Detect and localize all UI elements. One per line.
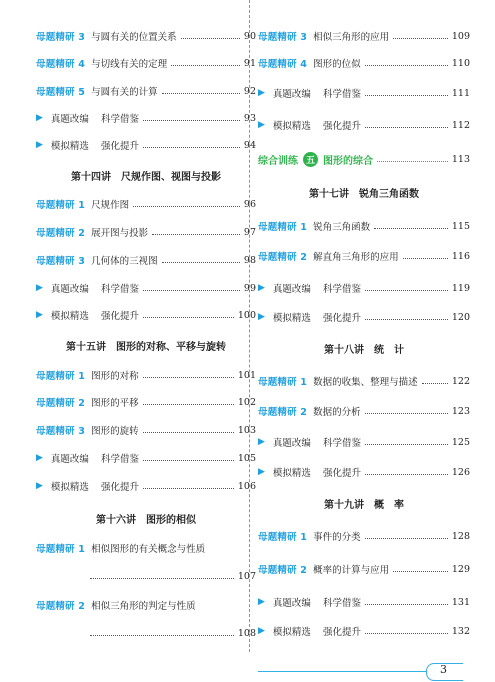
entry-title: 模拟精选 [272, 121, 311, 132]
page-ref: 91 [243, 57, 256, 69]
dot-leader [143, 377, 234, 378]
entry-title: 模拟精选 [272, 468, 311, 479]
entry-subtitle: 科学借鉴 [322, 598, 361, 609]
arrow-right-icon: ▶ [258, 283, 265, 293]
dot-leader [90, 578, 234, 579]
entry-title: 真题改编 [50, 114, 89, 125]
entry-title: 图形的平移 [91, 398, 139, 409]
comprehensive-training-row[interactable] [258, 150, 470, 168]
toc-entry[interactable] [36, 137, 256, 153]
page-ref: 110 [451, 57, 470, 69]
page-ref: 131 [451, 596, 470, 608]
column-divider [249, 0, 250, 652]
page-ref: 90 [243, 30, 256, 42]
entry-title: 真题改编 [272, 438, 311, 449]
dot-leader [365, 474, 448, 475]
dot-leader [143, 432, 234, 433]
toc-entry[interactable] [36, 367, 256, 383]
bottom-rule [258, 671, 426, 672]
lesson-tag: 母题精研 4 [258, 59, 308, 70]
toc-entry[interactable] [258, 309, 470, 325]
dot-leader [365, 413, 448, 414]
page-ref: 112 [451, 119, 470, 131]
toc-continuation-row[interactable] [36, 625, 256, 641]
section-heading: 第十七讲 锐角三角函数 [309, 189, 419, 200]
entry-title: 事件的分类 [313, 532, 361, 543]
entry-title: 展开图与投影 [91, 228, 149, 239]
entry-title: 图形的位似 [313, 59, 361, 70]
entry-title: 模拟精选 [272, 627, 311, 638]
toc-entry[interactable] [36, 307, 256, 323]
toc-entry[interactable] [258, 403, 470, 419]
arrow-right-icon: ▶ [36, 140, 43, 150]
dot-leader [374, 228, 448, 229]
dot-leader [365, 319, 448, 320]
dot-leader [365, 633, 448, 634]
toc-entry[interactable] [258, 28, 470, 44]
page-number: 3 [440, 663, 447, 676]
toc-entry[interactable] [36, 110, 256, 126]
entry-subtitle: 强化提升 [100, 482, 139, 493]
dot-leader [422, 383, 448, 384]
dot-leader [403, 258, 448, 259]
entry-title: 与圆有关的位置关系 [91, 32, 177, 43]
entry-title: 数据的收集、整理与描述 [313, 377, 418, 388]
page-ref: 113 [451, 153, 470, 165]
page-ref: 123 [451, 405, 470, 417]
page-ref: 92 [243, 85, 256, 97]
arrow-right-icon: ▶ [258, 626, 265, 636]
toc-entry[interactable] [36, 450, 256, 466]
dot-leader [365, 95, 448, 96]
toc-entry[interactable] [36, 280, 256, 296]
toc-entry[interactable] [36, 478, 256, 494]
page-ref: 100 [237, 309, 256, 321]
page-ref: 132 [451, 625, 470, 637]
lesson-tag: 母题精研 1 [258, 222, 308, 233]
toc-entry[interactable] [36, 540, 256, 556]
entry-subtitle: 强化提升 [322, 313, 361, 324]
toc-continuation-row[interactable] [36, 568, 256, 584]
entry-title: 数据的分析 [313, 407, 361, 418]
entry-subtitle: 科学借鉴 [322, 438, 361, 449]
entry-subtitle: 强化提升 [100, 311, 139, 322]
page-ref: 122 [451, 375, 470, 387]
dot-leader [365, 538, 448, 539]
arrow-right-icon: ▶ [258, 312, 265, 322]
entry-title: 图形的旋转 [91, 426, 139, 437]
dot-leader [393, 38, 448, 39]
page-ref: 107 [237, 570, 256, 582]
entry-subtitle: 科学借鉴 [100, 454, 139, 465]
entry-title: 真题改编 [50, 284, 89, 295]
section-heading: 第十九讲 概 率 [324, 500, 404, 511]
section-heading: 第十四讲 尺规作图、视图与投影 [71, 172, 221, 183]
entry-subtitle: 强化提升 [322, 468, 361, 479]
entry-title: 解直角三角形的应用 [313, 252, 399, 263]
entry-subtitle: 科学借鉴 [322, 89, 361, 100]
dot-leader [162, 262, 240, 263]
page-ref: 120 [451, 311, 470, 323]
toc-entry[interactable] [36, 422, 256, 438]
lesson-tag: 母题精研 1 [258, 532, 308, 543]
arrow-right-icon: ▶ [36, 283, 43, 293]
dot-leader [162, 93, 240, 94]
lesson-tag: 母题精研 3 [258, 32, 308, 43]
page-ref: 115 [451, 220, 470, 232]
dot-leader [171, 65, 240, 66]
entry-title: 模拟精选 [50, 482, 89, 493]
toc-entry[interactable] [258, 594, 470, 610]
entry-title: 锐角三角函数 [313, 222, 371, 233]
lesson-tag: 母题精研 3 [36, 426, 86, 437]
entry-subtitle: 强化提升 [322, 627, 361, 638]
dot-leader [365, 127, 448, 128]
entry-title: 概率的计算与应用 [313, 565, 390, 576]
entry-subtitle: 科学借鉴 [100, 114, 139, 125]
dot-leader [143, 317, 234, 318]
toc-entry[interactable] [36, 28, 256, 44]
dot-leader [152, 234, 240, 235]
toc-entry[interactable] [36, 252, 256, 268]
lesson-tag: 母题精研 2 [36, 601, 86, 612]
page-ref: 129 [451, 563, 470, 575]
toc-entry[interactable] [258, 373, 470, 389]
arrow-right-icon: ▶ [36, 310, 43, 320]
entry-subtitle: 科学借鉴 [100, 284, 139, 295]
toc-entry[interactable] [258, 280, 470, 296]
section-heading: 第十六讲 图形的相似 [96, 515, 196, 526]
entry-title: 真题改编 [272, 598, 311, 609]
entry-subtitle: 科学借鉴 [322, 284, 361, 295]
toc-entry[interactable] [258, 218, 470, 234]
entry-title: 与圆有关的计算 [91, 87, 158, 98]
page-ref: 105 [237, 452, 256, 464]
page-ref: 96 [243, 198, 256, 210]
lesson-tag: 母题精研 2 [258, 407, 308, 418]
entry-title: 真题改编 [50, 454, 89, 465]
page-ref: 99 [243, 282, 256, 294]
dot-leader [143, 404, 234, 405]
lesson-tag: 母题精研 2 [36, 398, 86, 409]
arrow-right-icon: ▶ [258, 120, 265, 130]
entry-title: 相似三角形的应用 [313, 32, 390, 43]
arrow-right-icon: ▶ [36, 453, 43, 463]
toc-entry[interactable] [258, 561, 470, 577]
page-ref: 93 [243, 112, 256, 124]
toc-entry[interactable] [258, 623, 470, 639]
dot-leader [181, 38, 240, 39]
lesson-tag: 母题精研 4 [36, 59, 86, 70]
dot-leader [143, 290, 240, 291]
entry-title: 图形的综合 [323, 155, 373, 167]
arrow-right-icon: ▶ [258, 88, 265, 98]
lesson-tag: 母题精研 1 [258, 377, 308, 388]
lesson-tag: 母题精研 2 [36, 228, 86, 239]
page-ref: 101 [237, 369, 256, 381]
toc-entry[interactable] [258, 464, 470, 480]
page-ref: 111 [451, 87, 470, 99]
entry-title: 模拟精选 [50, 141, 89, 152]
dot-leader [143, 147, 240, 148]
entry-title: 相似图形的有关概念与性质 [91, 544, 206, 555]
page-ref: 125 [451, 436, 470, 448]
page-ref: 102 [237, 396, 256, 408]
entry-title: 相似三角形的判定与性质 [91, 601, 196, 612]
toc-entry[interactable] [258, 434, 470, 450]
entry-title: 模拟精选 [272, 313, 311, 324]
page-ref: 116 [451, 250, 470, 262]
entry-title: 几何体的三视图 [91, 256, 158, 267]
dot-leader [377, 161, 448, 162]
toc-entry[interactable] [258, 117, 470, 133]
lesson-tag: 母题精研 2 [258, 565, 308, 576]
toc-entry[interactable] [36, 196, 256, 212]
page-ref: 97 [243, 226, 256, 238]
entry-title: 尺规作图 [91, 200, 130, 211]
training-tag: 综合训练 [258, 155, 298, 167]
page-ref: 126 [451, 466, 470, 478]
arrow-right-icon: ▶ [36, 481, 43, 491]
lesson-tag: 母题精研 1 [36, 371, 86, 382]
toc-entry[interactable] [258, 248, 470, 264]
page-ref: 94 [243, 139, 256, 151]
dot-leader [143, 488, 234, 489]
page-ref: 106 [237, 480, 256, 492]
dot-leader [365, 290, 448, 291]
page-ref: 103 [237, 424, 256, 436]
arrow-right-icon: ▶ [258, 597, 265, 607]
page-ref: 98 [243, 254, 256, 266]
arrow-right-icon: ▶ [258, 437, 265, 447]
toc-entry[interactable] [36, 597, 256, 613]
number-circle-badge: 五 [303, 152, 318, 167]
dot-leader [143, 120, 240, 121]
section-heading: 第十八讲 统 计 [324, 345, 404, 356]
page-ref: 108 [237, 627, 256, 639]
toc-entry[interactable] [258, 528, 470, 544]
dot-leader [365, 604, 448, 605]
page-ref: 119 [451, 282, 470, 294]
toc-entry[interactable] [36, 83, 256, 99]
entry-subtitle: 强化提升 [100, 141, 139, 152]
lesson-tag: 母题精研 3 [36, 256, 86, 267]
dot-leader [365, 65, 448, 66]
entry-subtitle: 强化提升 [322, 121, 361, 132]
entry-title: 真题改编 [272, 284, 311, 295]
toc-entry[interactable] [258, 55, 470, 71]
lesson-tag: 母题精研 2 [258, 252, 308, 263]
entry-title: 图形的对称 [91, 371, 139, 382]
dot-leader [143, 460, 234, 461]
lesson-tag: 母题精研 5 [36, 87, 86, 98]
arrow-right-icon: ▶ [258, 467, 265, 477]
arrow-right-icon: ▶ [36, 113, 43, 123]
toc-entry[interactable] [258, 85, 470, 101]
entry-title: 真题改编 [272, 89, 311, 100]
page-ref: 128 [451, 530, 470, 542]
lesson-tag: 母题精研 1 [36, 200, 86, 211]
entry-title: 模拟精选 [50, 311, 89, 322]
page-ref: 109 [451, 30, 470, 42]
toc-entry[interactable] [36, 55, 256, 71]
entry-title: 与切线有关的定理 [91, 59, 168, 70]
dot-leader [393, 571, 448, 572]
dot-leader [133, 206, 240, 207]
toc-entry[interactable] [36, 224, 256, 240]
lesson-tag: 母题精研 1 [36, 544, 86, 555]
dot-leader [365, 444, 448, 445]
lesson-tag: 母题精研 3 [36, 32, 86, 43]
toc-entry[interactable] [36, 394, 256, 410]
section-heading: 第十五讲 图形的对称、平移与旋转 [66, 342, 226, 353]
dot-leader [90, 635, 234, 636]
